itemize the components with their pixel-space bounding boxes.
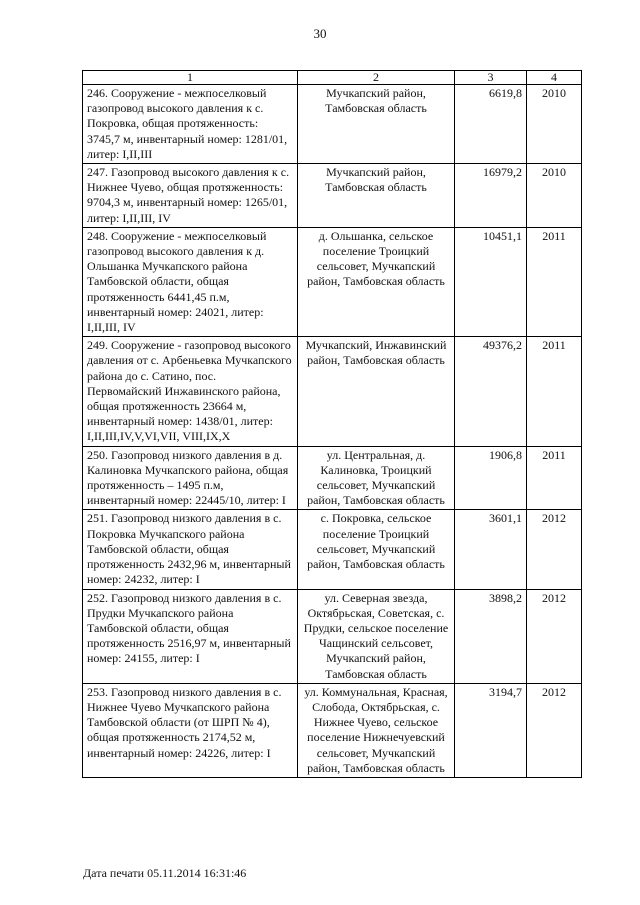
table-row [83,337,582,446]
table-row [83,589,582,683]
object-description: 250. Газопровод низкого давления в д. Калиновка Мучкапского района, общая протяженность – 1495 п.м, инвентарный номер: 22445/10, литер: I [83,446,298,510]
object-description: 252. Газопровод низкого давления в с. Прудки Мучкапского района Тамбовской области, общая протяженность 2516,97 м, инвентарный номер: 24155, литер: I [83,589,298,683]
object-year: 2012 [527,589,582,683]
object-location: Мучкапский район, Тамбовская область [298,164,455,228]
column-header-3: 3 [455,71,527,85]
object-value: 3898,2 [455,589,527,683]
object-description: 247. Газопровод высокого давления к с. Нижнее Чуево, общая протяженность: 9704,3 м, инвентарный номер: 1265/01, литер: I,II,III, IV [83,164,298,228]
object-value: 16979,2 [455,164,527,228]
object-description: 249. Сооружение - газопровод высокого давления от с. Арбеньевка Мучкапского района до с. Сатино, пос. Первомайский Инжавинского района, общая протяженность 23664 м, инвентарный номер: 1438/01, литер: I,II,III,IV,V,VI,VII, VIII,IX,X [83,337,298,446]
object-description: 251. Газопровод низкого давления в с. Покровка Мучкапского района Тамбовской области, общая протяженность 2432,96 м, инвентарный номер: 24232, литер: I [83,510,298,589]
object-location: Мучкапский район, Тамбовская область [298,85,455,164]
object-description: 248. Сооружение - межпоселковый газопровод высокого давления к д. Ольшанка Мучкапского района Тамбовской области, общая протяженность 6441,45 п.м, инвентарный номер: 24021, литер: I,II,III, IV [83,227,298,336]
table-row [83,227,582,336]
table-body [83,85,582,778]
object-location: с. Покровка, сельское поселение Троицкий сельсовет, Мучкапский район, Тамбовская область [298,510,455,589]
object-year: 2011 [527,446,582,510]
table-row [83,510,582,589]
object-description: 253. Газопровод низкого давления в с. Нижнее Чуево Мучкапского района Тамбовской области (от ШРП № 4), общая протяженность 2174,52 м, инвентарный номер: 24226, литер: I [83,683,298,777]
object-value: 3601,1 [455,510,527,589]
print-date: Дата печати 05.11.2014 16:31:46 [83,866,247,880]
object-value: 10451,1 [455,227,527,336]
table-row [83,446,582,510]
object-location: Мучкапский, Инжавинский район, Тамбовская область [298,337,455,446]
column-header-2: 2 [298,71,455,85]
column-header-1: 1 [83,71,298,85]
object-location: ул. Северная звезда, Октябрьская, Советская, с. Прудки, сельское поселение Чащинский сельсовет, Мучкапский район, Тамбовская область [298,589,455,683]
object-value: 1906,8 [455,446,527,510]
table-header-row [83,71,582,85]
object-description: 246. Сооружение - межпоселковый газопровод высокого давления к с. Покровка, общая протяженность: 3745,7 м, инвентарный номер: 1281/01, литер: I,II,III [83,85,298,164]
table-row [83,164,582,228]
object-location: ул. Коммунальная, Красная, Слобода, Октябрьская, с. Нижнее Чуево, сельское поселение Нижнечуевский сельсовет, Мучкапский район, Тамбовская область [298,683,455,777]
object-location: д. Ольшанка, сельское поселение Троицкий сельсовет, Мучкапский район, Тамбовская область [298,227,455,336]
object-value: 49376,2 [455,337,527,446]
page-number: 30 [313,26,327,41]
object-year: 2011 [527,227,582,336]
object-year: 2012 [527,683,582,777]
object-year: 2010 [527,85,582,164]
property-registry-table [82,70,582,778]
table-row [83,683,582,777]
table-row [83,85,582,164]
object-value: 6619,8 [455,85,527,164]
object-year: 2010 [527,164,582,228]
table-header [83,71,582,85]
column-header-4: 4 [527,71,582,85]
object-value: 3194,7 [455,683,527,777]
object-year: 2012 [527,510,582,589]
object-location: ул. Центральная, д. Калиновка, Троицкий сельсовет, Мучкапский район, Тамбовская область [298,446,455,510]
object-year: 2011 [527,337,582,446]
